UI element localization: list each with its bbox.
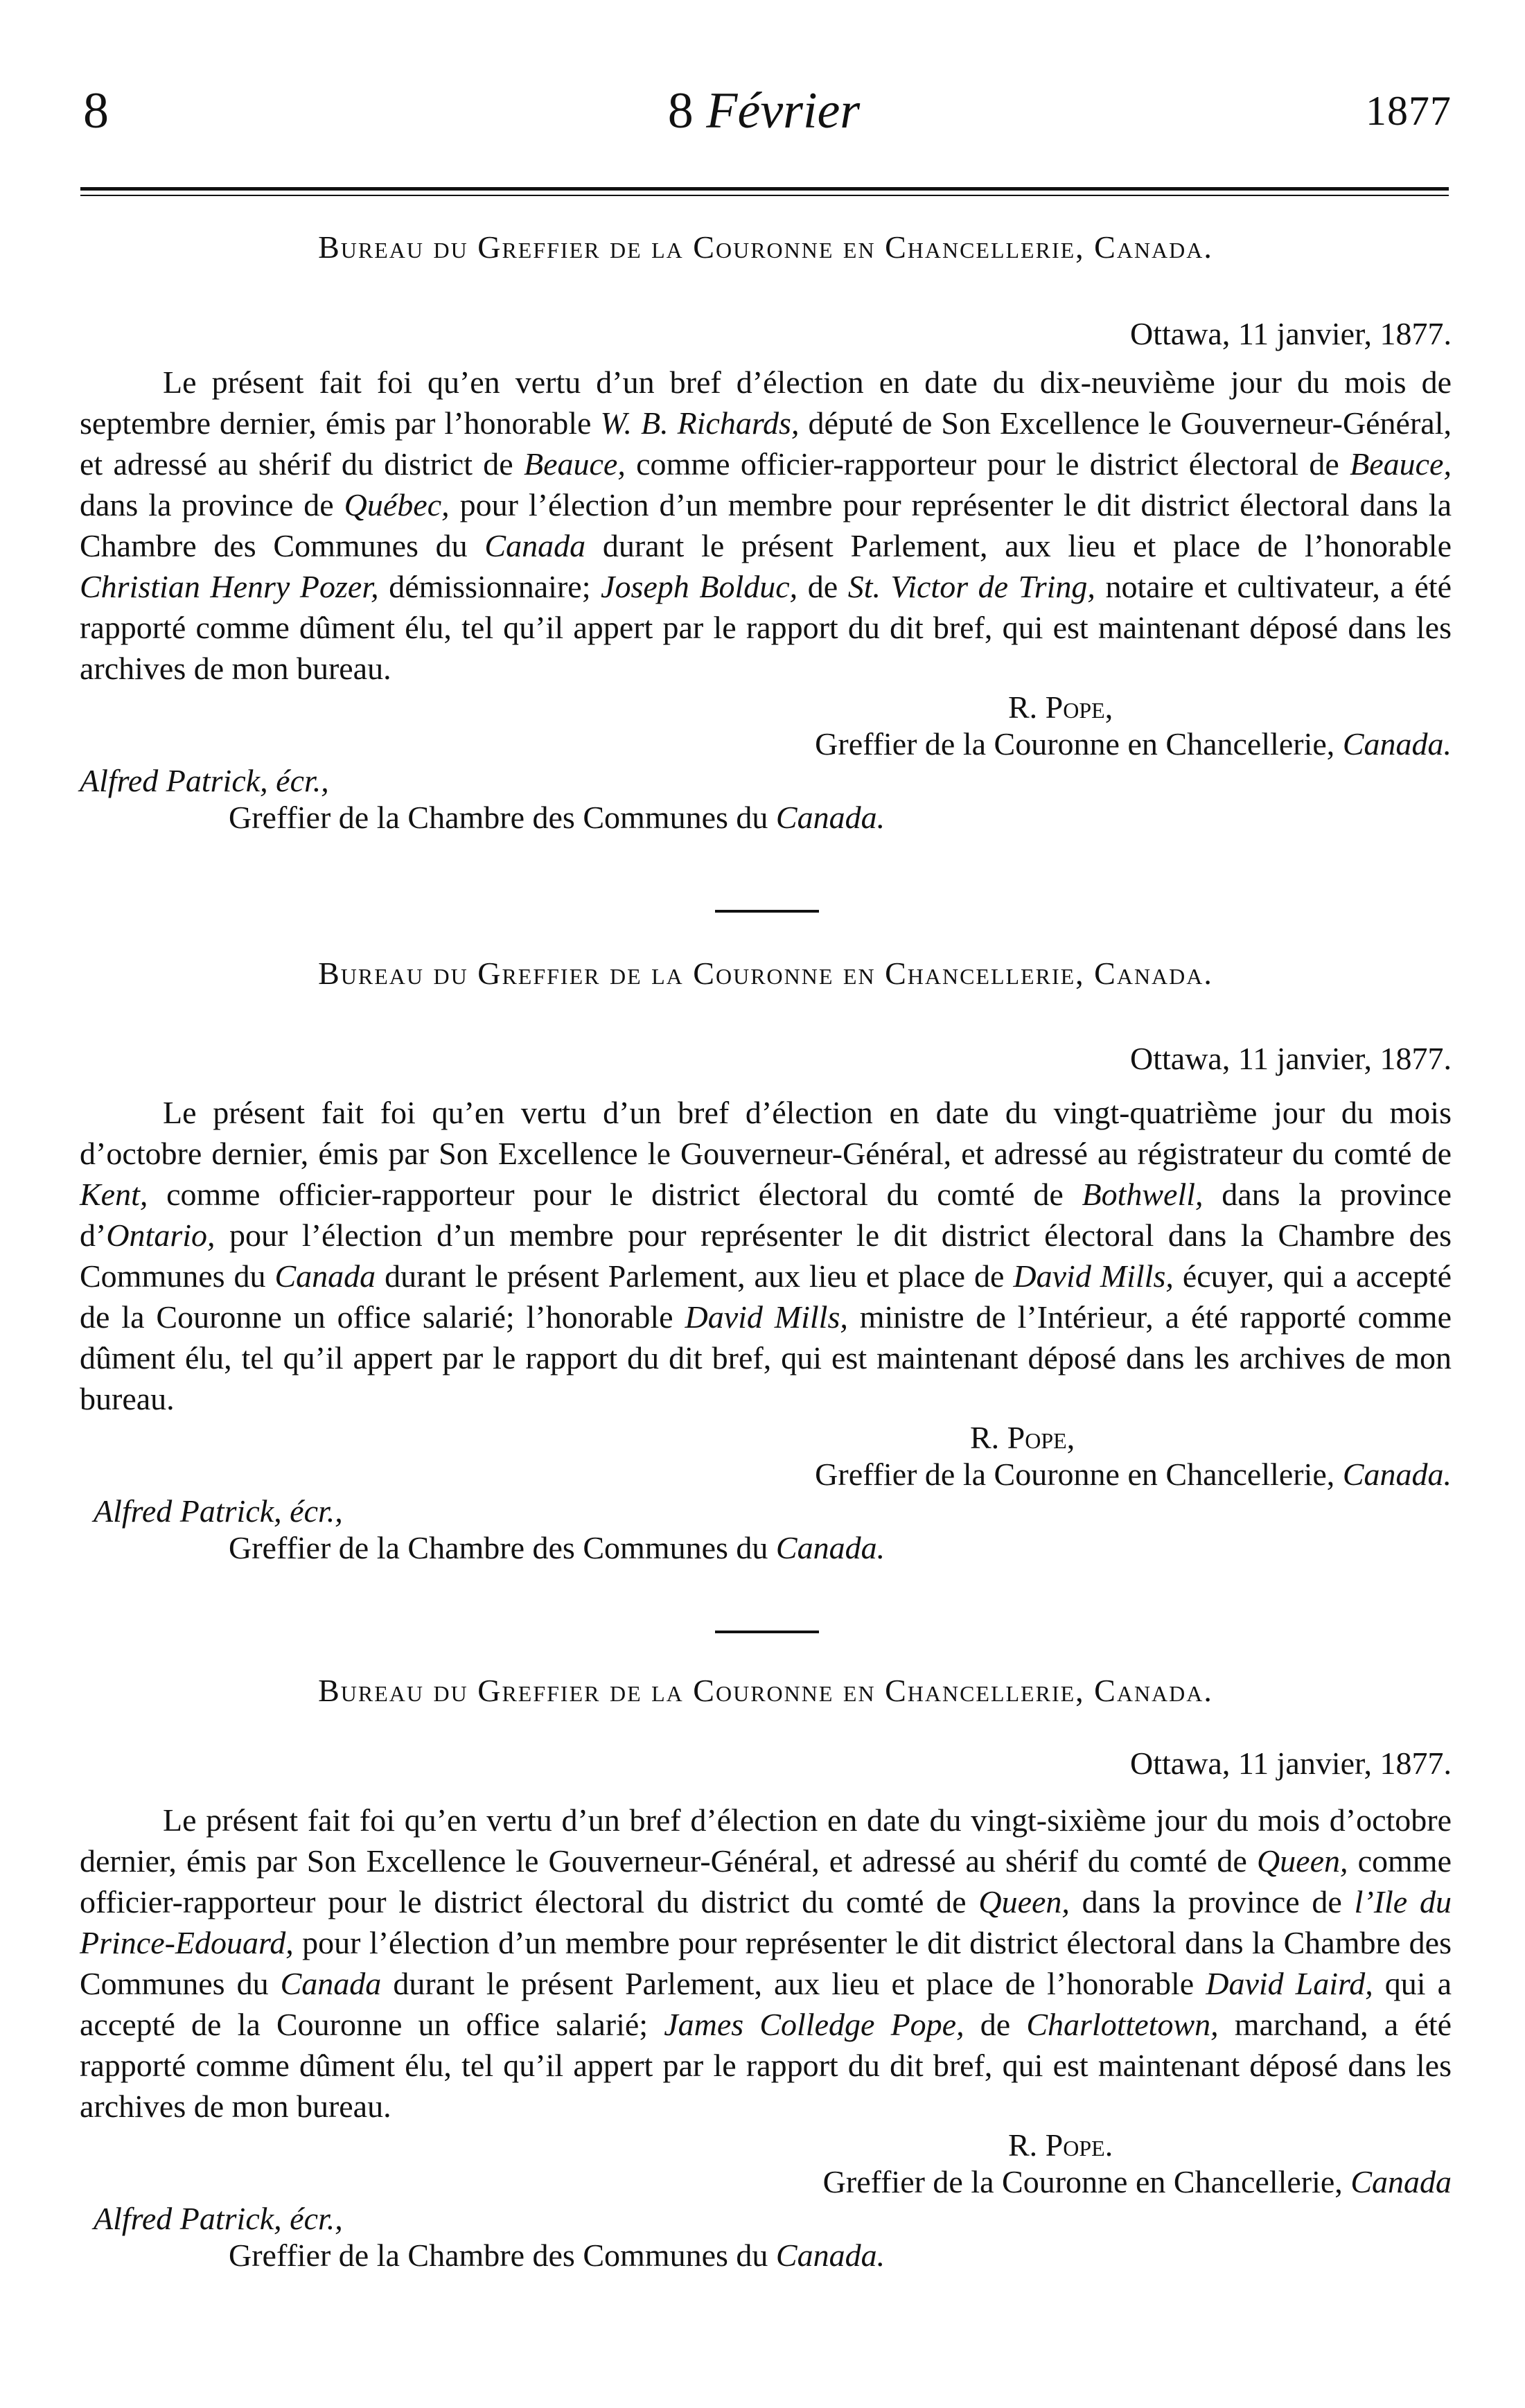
- text-run: Le présent fait foi qu’en vertu d’un bref d’élection en date du vingt-sixième jour du mois d’octobre dernier, émis par Son Excellence le Gouverneur-Général, et adressé au shérif du comté de: [80, 1802, 1452, 1879]
- text-run: durant le présent Parlement, aux lieu et place de: [376, 1258, 1014, 1294]
- text-run: comme officier-rapporteur pour le district électoral du comté de: [148, 1177, 1082, 1212]
- notice-3: [80, 1672, 1452, 2274]
- text-run: durant le présent Parlement, aux lieu et place de l’honorable: [381, 1966, 1206, 2001]
- text-run: Le présent fait foi qu’en vertu d’un bref d’élection en date du dix-neuvième jour du mois de septembre dernier, émis par l’honorable: [80, 364, 1452, 441]
- notice-body: [80, 362, 1452, 689]
- text-run: comme officier-rapporteur pour le district électoral du district du comté de: [80, 1843, 1452, 1919]
- text-run: marchand, a été rapporté comme dûment élu, tel qu’il appert par le rapport du dit bref, qui est maintenant déposé dans les archives de mon bureau.: [80, 2007, 1452, 2124]
- signature-title: Greffier de la Couronne en Chancellerie, Canada: [822, 2164, 1452, 2199]
- addressee-name: Alfred Patrick, écr.,: [80, 763, 329, 798]
- text-run: durant le présent Parlement, aux lieu et place de l’honorable: [585, 528, 1452, 563]
- italic-run: Queen,: [978, 1884, 1070, 1919]
- header-rule-thick: [80, 187, 1449, 191]
- text-run: député de Son Excellence le Gouverneur-Général, et adressé au shérif du district de: [80, 405, 1452, 482]
- text-run: qui a accepté de la Couronne un office salarié;: [80, 1966, 1452, 2042]
- italic-run: David Mills,: [685, 1299, 848, 1335]
- italic-run: Canada: [484, 528, 586, 563]
- italic-run: Canada: [280, 1966, 382, 2001]
- addressee-title: Greffier de la Chambre des Communes du Canada.: [229, 2238, 885, 2273]
- italic-run: Charlottetown,: [1026, 2007, 1219, 2042]
- italic-run: Ontario,: [106, 1218, 215, 1253]
- italic-run: Canada: [274, 1258, 376, 1294]
- signature-name: R. Pope,: [1008, 689, 1113, 725]
- notice-body: [80, 1800, 1452, 2127]
- text-run: comme officier-rapporteur pour le district électoral de: [625, 446, 1350, 482]
- header-year: 1877: [1366, 88, 1452, 134]
- signature-name: R. Pope.: [1008, 2127, 1113, 2163]
- notice-dateline: Ottawa, 11 janvier, 1877.: [1130, 1041, 1452, 1076]
- header-rule-thin: [80, 195, 1449, 196]
- notice-dateline: Ottawa, 11 janvier, 1877.: [1130, 316, 1452, 351]
- italic-run: Beauce,: [523, 446, 626, 482]
- notice-body: [80, 1092, 1452, 1419]
- addressee-title: Greffier de la Chambre des Communes du Canada.: [229, 800, 885, 835]
- italic-run: l’Ile du Prince-Edouard,: [80, 1884, 1452, 1960]
- italic-run: Québec,: [344, 487, 450, 522]
- signature-title: Greffier de la Couronne en Chancellerie, Canada.: [815, 1457, 1452, 1492]
- italic-run: James Colledge Pope,: [664, 2007, 964, 2042]
- italic-run: Bothwell,: [1082, 1177, 1204, 1212]
- italic-run: Joseph Bolduc,: [601, 569, 798, 604]
- italic-run: Queen,: [1256, 1843, 1348, 1879]
- notice-title: Bureau du Greffier de la Couronne en Chancellerie, Canada.: [318, 1673, 1213, 1708]
- signature-name: R. Pope,: [970, 1420, 1075, 1455]
- text-run: pour l’élection d’un membre pour représenter le dit district électoral dans la Chambre des Communes du: [80, 1925, 1452, 2001]
- addressee-title: Greffier de la Chambre des Communes du Canada.: [229, 1530, 885, 1565]
- italic-run: David Mills,: [1013, 1258, 1174, 1294]
- header-date: [76, 82, 1452, 141]
- italic-run: St. Victor de Tring,: [847, 569, 1095, 604]
- text-run: de: [964, 2007, 1027, 2042]
- addressee-name: Alfred Patrick, écr.,: [94, 1493, 343, 1529]
- text-run: ministre de l’Intérieur, a été rapporté comme dûment élu, tel qu’il appert par le rapport du dit bref, qui est maintenant déposé dans les archives de mon bureau.: [80, 1299, 1452, 1416]
- text-run: Le présent fait foi qu’en vertu d’un bref d’élection en date du vingt-quatrième jour du mois d’octobre dernier, émis par Son Excellence le Gouverneur-Général, et adressé au régistrateur du comté de: [80, 1095, 1452, 1171]
- notice-title: Bureau du Greffier de la Couronne en Chancellerie, Canada.: [318, 229, 1213, 265]
- notice-2: [80, 955, 1452, 1566]
- text-run: notaire et cultivateur, a été rapporté comme dûment élu, tel qu’il appert par le rapport du dit bref, qui est maintenant déposé dans les archives de mon bureau.: [80, 569, 1452, 686]
- page-number: 8: [83, 82, 109, 139]
- italic-run: Kent,: [80, 1177, 148, 1212]
- section-divider: [715, 1631, 819, 1633]
- notice-title: Bureau du Greffier de la Couronne en Chancellerie, Canada.: [318, 956, 1213, 991]
- italic-run: W. B. Richards,: [600, 405, 800, 441]
- notice-1: [80, 229, 1452, 836]
- text-run: dans la province d’: [80, 1177, 1452, 1253]
- italic-run: Christian Henry Pozer,: [80, 569, 379, 604]
- header-day: 8: [667, 82, 694, 139]
- text-run: dans la province de: [80, 487, 344, 522]
- text-run: de: [797, 569, 848, 604]
- text-run: démissionnaire;: [378, 569, 601, 604]
- notice-dateline: Ottawa, 11 janvier, 1877.: [1130, 1746, 1452, 1781]
- text-run: pour l’élection d’un membre pour représenter le dit district électoral dans la Chambre des Communes du: [80, 487, 1452, 563]
- text-run: pour l’élection d’un membre pour représenter le dit district électoral dans la Chambre des Communes du: [80, 1218, 1452, 1294]
- addressee-name: Alfred Patrick, écr.,: [94, 2201, 343, 2236]
- text-run: écuyer, qui a accepté de la Couronne un office salarié; l’honorable: [80, 1258, 1452, 1335]
- italic-run: David Laird,: [1206, 1966, 1373, 2001]
- section-divider: [715, 910, 819, 913]
- signature-title: Greffier de la Couronne en Chancellerie, Canada.: [815, 726, 1452, 762]
- text-run: dans la province de: [1069, 1884, 1355, 1919]
- header-month: Février: [706, 82, 861, 139]
- running-header: [76, 82, 1452, 144]
- italic-run: Beauce,: [1350, 446, 1452, 482]
